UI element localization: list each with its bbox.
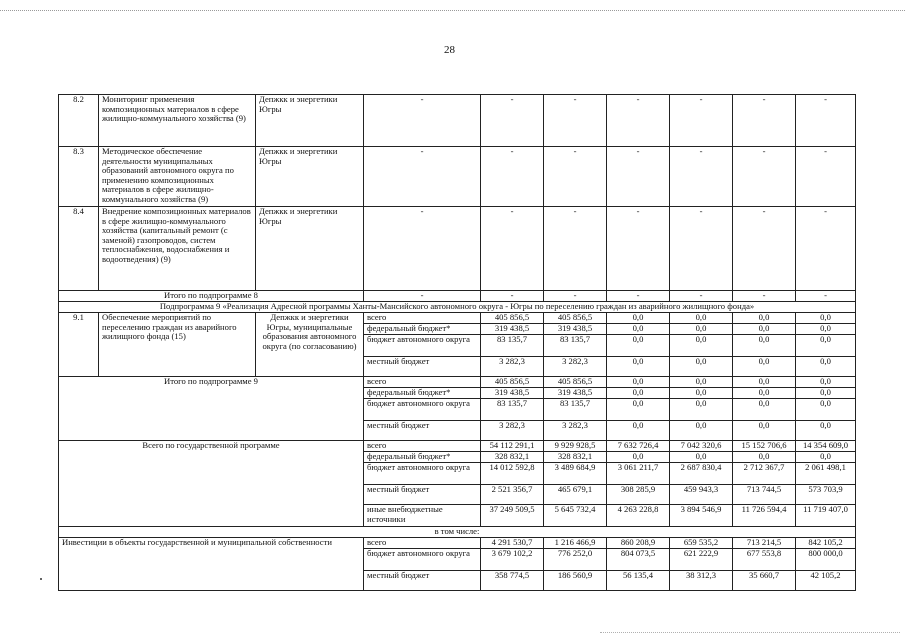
scan-top-edge — [0, 10, 905, 12]
amount-cell: 405 856,5 — [481, 313, 544, 324]
amount-cell: 319 438,5 — [544, 388, 607, 399]
amount-cell: 0,0 — [733, 452, 796, 463]
value-cell: - — [796, 291, 856, 302]
funding-source: иные внебюджетные источники — [364, 505, 481, 527]
measure-name: Внедрение композиционных материалов в сфере жилищно-коммунального хозяйства (капитальный ремонт (с заменой) газопроводов, систем теплоснабжения, водоснабжения и водоотведения) (9) — [99, 207, 256, 291]
amount-cell: 842 105,2 — [796, 538, 856, 549]
measure-name: Мониторинг применения композиционных материалов в сфере жилищно-коммунального хозяйства (9) — [99, 95, 256, 147]
executor: Депжкк и энергетики Югры — [256, 95, 364, 147]
amount-cell: 0,0 — [796, 388, 856, 399]
amount-cell: 319 438,5 — [544, 324, 607, 335]
amount-cell: 0,0 — [733, 313, 796, 324]
funding-source: бюджет автономного округа — [364, 399, 481, 421]
funding-source: федеральный бюджет* — [364, 452, 481, 463]
amount-cell: 405 856,5 — [544, 313, 607, 324]
scan-bottom-edge — [600, 632, 900, 634]
amount-cell: 0,0 — [733, 399, 796, 421]
finance-line-row — [59, 441, 856, 452]
amount-cell: 405 856,5 — [544, 377, 607, 388]
amount-cell: 713 744,5 — [733, 485, 796, 505]
subtotal-label: Итого по подпрограмме 8 — [59, 291, 364, 302]
value-cell: - — [481, 95, 544, 147]
amount-cell: 14 354 609,0 — [796, 441, 856, 452]
amount-cell: 2 061 498,1 — [796, 463, 856, 485]
executor: Депжкк и энергетики Югры — [256, 147, 364, 207]
value-cell: - — [607, 291, 670, 302]
amount-cell: 4 291 530,7 — [481, 538, 544, 549]
amount-cell: 11 719 407,0 — [796, 505, 856, 527]
program-total-label: Всего по государственной программе — [59, 441, 364, 527]
amount-cell: 3 282,3 — [481, 357, 544, 377]
amount-cell: 800 000,0 — [796, 549, 856, 571]
amount-cell: 465 679,1 — [544, 485, 607, 505]
amount-cell: 3 282,3 — [544, 421, 607, 441]
amount-cell: 659 535,2 — [670, 538, 733, 549]
value-cell: - — [670, 291, 733, 302]
finance-line-row — [59, 377, 856, 388]
amount-cell: 3 894 546,9 — [670, 505, 733, 527]
amount-cell: 319 438,5 — [481, 324, 544, 335]
amount-cell: 0,0 — [796, 452, 856, 463]
amount-cell: 3 679 102,2 — [481, 549, 544, 571]
funding-source: всего — [364, 313, 481, 324]
finance-line-row — [59, 313, 856, 324]
measure-name: Обеспечение мероприятий по переселению граждан из аварийного жилищного фонда (15) — [99, 313, 256, 377]
measure-name: Методическое обеспечение деятельности муниципальных образований автономного округа по применению композиционных материалов в сфере жилищно-коммунального хозяйства (9) — [99, 147, 256, 207]
amount-cell: 14 012 592,8 — [481, 463, 544, 485]
executor: Депжкк и энергетики Югры, муниципальные образования автономного округа (по согласованию) — [256, 313, 364, 377]
value-cell: - — [364, 207, 481, 291]
amount-cell: 0,0 — [607, 388, 670, 399]
value-cell: - — [364, 147, 481, 207]
amount-cell: 5 645 732,4 — [544, 505, 607, 527]
finance-line-row — [59, 538, 856, 549]
value-cell: - — [670, 207, 733, 291]
amount-cell: 0,0 — [607, 324, 670, 335]
including-label: в том числе: — [59, 527, 856, 538]
funding-source: местный бюджет — [364, 571, 481, 591]
value-cell: - — [607, 207, 670, 291]
amount-cell: 2 712 367,7 — [733, 463, 796, 485]
funding-source: федеральный бюджет* — [364, 324, 481, 335]
amount-cell: 0,0 — [607, 421, 670, 441]
value-cell: - — [544, 207, 607, 291]
value-cell: - — [364, 95, 481, 147]
amount-cell: 328 832,1 — [544, 452, 607, 463]
amount-cell: 328 832,1 — [481, 452, 544, 463]
amount-cell: 83 135,7 — [481, 399, 544, 421]
value-cell: - — [544, 291, 607, 302]
amount-cell: 677 553,8 — [733, 549, 796, 571]
amount-cell: 54 112 291,1 — [481, 441, 544, 452]
amount-cell: 7 632 726,4 — [607, 441, 670, 452]
funding-source: местный бюджет — [364, 485, 481, 505]
amount-cell: 804 073,5 — [607, 549, 670, 571]
funding-source: всего — [364, 441, 481, 452]
amount-cell: 573 703,9 — [796, 485, 856, 505]
funding-source: бюджет автономного округа — [364, 335, 481, 357]
amount-cell: 2 521 356,7 — [481, 485, 544, 505]
subtotal-row — [59, 291, 856, 302]
amount-cell: 0,0 — [607, 357, 670, 377]
value-cell: - — [733, 95, 796, 147]
amount-cell: 0,0 — [670, 452, 733, 463]
amount-cell: 0,0 — [670, 377, 733, 388]
amount-cell: 621 222,9 — [670, 549, 733, 571]
amount-cell: 0,0 — [670, 335, 733, 357]
amount-cell: 405 856,5 — [481, 377, 544, 388]
amount-cell: 42 105,2 — [796, 571, 856, 591]
amount-cell: 860 208,9 — [607, 538, 670, 549]
value-cell: - — [481, 207, 544, 291]
amount-cell: 83 135,7 — [544, 335, 607, 357]
amount-cell: 3 061 211,7 — [607, 463, 670, 485]
value-cell: - — [544, 147, 607, 207]
amount-cell: 1 216 466,9 — [544, 538, 607, 549]
amount-cell: 0,0 — [733, 388, 796, 399]
amount-cell: 0,0 — [607, 377, 670, 388]
measure-row — [59, 95, 856, 147]
amount-cell: 0,0 — [670, 399, 733, 421]
amount-cell: 713 214,5 — [733, 538, 796, 549]
value-cell: - — [733, 291, 796, 302]
amount-cell: 0,0 — [796, 399, 856, 421]
amount-cell: 0,0 — [607, 399, 670, 421]
value-cell: - — [670, 95, 733, 147]
amount-cell: 83 135,7 — [544, 399, 607, 421]
value-cell: - — [364, 291, 481, 302]
including-row — [59, 527, 856, 538]
amount-cell: 0,0 — [796, 313, 856, 324]
row-number: 9.1 — [59, 313, 99, 377]
page-number: 28 — [444, 44, 455, 56]
amount-cell: 7 042 320,6 — [670, 441, 733, 452]
funding-source: местный бюджет — [364, 421, 481, 441]
value-cell: - — [670, 147, 733, 207]
amount-cell: 0,0 — [607, 335, 670, 357]
funding-source: всего — [364, 377, 481, 388]
amount-cell: 11 726 594,4 — [733, 505, 796, 527]
value-cell: - — [796, 147, 856, 207]
row-number: 8.3 — [59, 147, 99, 207]
program-financing-table — [58, 94, 856, 591]
amount-cell: 308 285,9 — [607, 485, 670, 505]
amount-cell: 15 152 706,6 — [733, 441, 796, 452]
amount-cell: 459 943,3 — [670, 485, 733, 505]
measure-row — [59, 207, 856, 291]
amount-cell: 0,0 — [670, 388, 733, 399]
amount-cell: 0,0 — [796, 357, 856, 377]
amount-cell: 0,0 — [733, 421, 796, 441]
value-cell: - — [796, 95, 856, 147]
measure-row — [59, 147, 856, 207]
amount-cell: 0,0 — [670, 421, 733, 441]
amount-cell: 0,0 — [607, 313, 670, 324]
subprogram-title: Подпрограмма 9 «Реализация Адресной программы Ханты-Мансийского автономного округа - Югры по переселению граждан из аварийного жилищного фонда» — [59, 302, 856, 313]
amount-cell: 83 135,7 — [481, 335, 544, 357]
amount-cell: 0,0 — [733, 324, 796, 335]
value-cell: - — [481, 147, 544, 207]
amount-cell: 0,0 — [607, 452, 670, 463]
value-cell: - — [544, 95, 607, 147]
funding-source: федеральный бюджет* — [364, 388, 481, 399]
amount-cell: 0,0 — [670, 357, 733, 377]
amount-cell: 0,0 — [796, 377, 856, 388]
amount-cell: 3 282,3 — [481, 421, 544, 441]
table-body — [59, 95, 856, 591]
amount-cell: 56 135,4 — [607, 571, 670, 591]
amount-cell: 186 560,9 — [544, 571, 607, 591]
value-cell: - — [607, 95, 670, 147]
amount-cell: 37 249 509,5 — [481, 505, 544, 527]
section-title-row — [59, 302, 856, 313]
amount-cell: 0,0 — [796, 421, 856, 441]
value-cell: - — [733, 147, 796, 207]
subtotal-label: Итого по подпрограмме 9 — [59, 377, 364, 441]
amount-cell: 4 263 228,8 — [607, 505, 670, 527]
funding-source: всего — [364, 538, 481, 549]
value-cell: - — [733, 207, 796, 291]
funding-source: местный бюджет — [364, 357, 481, 377]
value-cell: - — [481, 291, 544, 302]
funding-source: бюджет автономного округа — [364, 463, 481, 485]
amount-cell: 319 438,5 — [481, 388, 544, 399]
scan-speck — [40, 578, 42, 580]
amount-cell: 0,0 — [733, 357, 796, 377]
funding-source: бюджет автономного округа — [364, 549, 481, 571]
executor: Депжкк и энергетики Югры — [256, 207, 364, 291]
amount-cell: 0,0 — [670, 324, 733, 335]
amount-cell: 776 252,0 — [544, 549, 607, 571]
amount-cell: 0,0 — [796, 324, 856, 335]
amount-cell: 358 774,5 — [481, 571, 544, 591]
value-cell: - — [607, 147, 670, 207]
amount-cell: 35 660,7 — [733, 571, 796, 591]
row-number: 8.2 — [59, 95, 99, 147]
amount-cell: 0,0 — [670, 313, 733, 324]
amount-cell: 0,0 — [796, 335, 856, 357]
row-number: 8.4 — [59, 207, 99, 291]
value-cell: - — [796, 207, 856, 291]
investments-label: Инвестиции в объекты государственной и муниципальной собственности — [59, 538, 364, 591]
amount-cell: 38 312,3 — [670, 571, 733, 591]
amount-cell: 2 687 830,4 — [670, 463, 733, 485]
amount-cell: 9 929 928,5 — [544, 441, 607, 452]
amount-cell: 3 282,3 — [544, 357, 607, 377]
amount-cell: 3 489 684,9 — [544, 463, 607, 485]
amount-cell: 0,0 — [733, 377, 796, 388]
amount-cell: 0,0 — [733, 335, 796, 357]
